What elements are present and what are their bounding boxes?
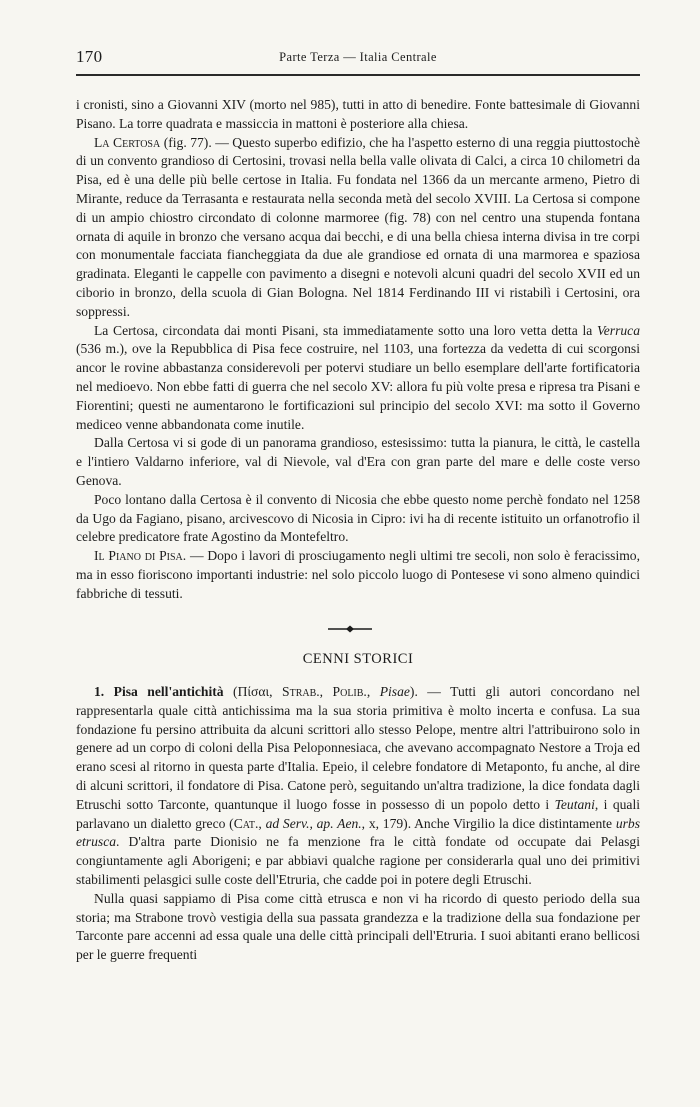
punctuation: ) bbox=[409, 684, 415, 699]
punctuation: , bbox=[269, 684, 283, 699]
ornament-divider-icon bbox=[300, 622, 400, 636]
paragraph-certosa bbox=[76, 134, 640, 322]
greek-name: Πίσαι bbox=[237, 684, 270, 699]
paragraph-continued: i cronisti, sino a Giovanni XIV (morto nel 985), tutti in atto di benedire. Fonte battesimale di Giovanni Pisano. La torre quadrata e massiccia in mattoni è posteriore alla chiesa. bbox=[76, 97, 640, 131]
paragraph-piano bbox=[76, 547, 640, 603]
paragraph-text: La Certosa, circondata dai monti Pisani, sta immediatamente sotto una loro vetta detta la bbox=[94, 322, 597, 338]
subsection-heading: 1. Pisa nell'antichità bbox=[94, 684, 224, 699]
paragraph-panorama: Dalla Certosa vi si gode di un panorama grandioso, estesissimo: tutta la pianura, le città, le castella e l'intiero Valdarno inferiore, val di Nievole, val d'Era con gran parte del mare e delle coste verso Genova. bbox=[76, 435, 640, 488]
italic-term: Teutani bbox=[554, 796, 595, 812]
page-number: 170 bbox=[76, 47, 103, 66]
running-head: Parte Terza — Italia Centrale bbox=[279, 50, 437, 64]
paragraph-text: . — Dopo i lavori di prosciugamento negli ultimi tre secoli, non solo è feracissimo, ma in esso fioriscono importanti industrie: nel solo piccolo luogo di Pontesese vi sono almeno quindici fabbriche di tessuti. bbox=[76, 548, 640, 601]
paragraph-nicosia: Poco lontano dalla Certosa è il convento di Nicosia che ebbe questo nome perchè fondato nel 1258 da Ugo da Fagiano, pisano, arcivescovo di Nicosia in Cipro: ivi ha di recente istituito un orfanotrofio il celebre predicatore frate Agostino da Montefeltro. bbox=[76, 491, 640, 545]
italic-term: Verruca bbox=[596, 322, 640, 338]
paragraph-text: . D'altra parte Dionisio ne fa menzione fra le città fondate od occupate dai Pelasgi congiuntamente agli Aborigeni; e par abbiavi qualche ragione per considerarla qual uno dei primitivi stabilimenti pelasgici sulle coste dell'Etruria, che cadde poi in potere degli Etruschi. bbox=[76, 834, 640, 887]
body-text-upper bbox=[76, 96, 640, 604]
punctuation: , bbox=[258, 815, 266, 831]
paragraph-text: , i quali parlavano un dialetto greco ( bbox=[76, 796, 641, 831]
paragraph-text: . — Tutti gli autori concordano nel rappresentarla quale città antichissima ma la sua storia primitiva è molto incerta e confusa. La sua fondazione fu persino attribuita da alcuni scrittori allo stesso Pelope, mentre altri l'attribuirono solo in genere ad un corpo di coloni della Pisa Peloponnesiaca, che avevano accompagnato Nestore a Troja ed erano scesi al ritorno in questa parte d'Italia. Epeio, il celebre fondatore di Metaponto, fu anche, al dire di alcuni scrittori, il fondatore di Pisa. Catone però, seguitando un'altra tradizione, la dice fondata dagli Etruschi sotto Tarconte, quantunque il luogo fosse in possesso di un popolo detto i bbox=[76, 684, 640, 812]
paragraph-text: (fig. 77). — Questo superbo edifizio, che ha l'aspetto esterno di una reggia piuttostochè di un convento grandioso di Certosini, trovasi nella bella valle olivata di Calci, a circa 10 chilometri da Pisa, ed è una delle più belle certose in Italia. Fu fondata nel 1366 da un mercante armeno, Pietro di Mirante, reduce da Terrasanta e restaurata nella seconda metà del secolo XVIII. La Certosa si compone di un ampio chiostro circondato di colonne marmoree (fig. 78) con nel centro una stupenda fontana ornata di aquile in bronzo che versano acqua dai becchi, e di una bella chiesa interna divisa in tre corpi con monumentale facciata fiancheggiata da due ale grandiose ed ornata di una marmorea e spaziosa gradinata. Eleganti le cappelle con pavimento a disegni e notevoli alcuni quadri del secolo XVII ed un ciborio in bronzo, della scuola di Gian Bologna. Nel 1814 Ferdinando III vi ristabilì i Certosini, ora soppressi. bbox=[76, 134, 640, 319]
source-abbrev: Strab., Polib. bbox=[282, 684, 367, 699]
piano-heading: Il Piano di Pisa bbox=[94, 548, 183, 564]
paragraph-verruca bbox=[76, 322, 640, 435]
italic-term: urbs etrusca bbox=[76, 815, 641, 850]
header-rule bbox=[76, 74, 640, 76]
punctuation: ( bbox=[223, 684, 238, 699]
paragraph-text: (536 m.), ove la Repubblica di Pisa fece costruire, nel 1103, una fortezza da vedetta di cui scorgonsi ancor le rovine abbastanza considerevoli per potervi studiare un bello esemplare dell'arte fortificatoria nel medioevo. Non ebbe fatti di guerra che nel secolo XV: allora fu più volte presa e ripresa tra Pisani e Fiorentini; questi ne aumentarono le fortificazioni sul principio del secolo XVI: ma sotto il Governo mediceo venne abbandonata come inutile. bbox=[76, 341, 640, 432]
paragraph-text: , x, 179). Anche Virgilio la dice distintamente bbox=[361, 815, 616, 831]
certosa-heading: La Certosa bbox=[94, 134, 161, 150]
paragraph-etrusca: Nulla quasi sappiamo di Pisa come città etrusca e non vi ha ricordo di questo periodo della sua storia; ma Strabone trovò vestigia della sua passata grandezza e la tradizione della sua fondazione per Tarconte pare accenni ad essa quale una delle città principali dell'Etruria. I suoi abitanti erano bellicosi per le guerre frequenti bbox=[76, 890, 640, 963]
source-abbrev: Cat. bbox=[233, 815, 259, 831]
page-header bbox=[76, 47, 640, 71]
paragraph-antichita bbox=[76, 683, 640, 890]
punctuation: , bbox=[366, 684, 380, 699]
latin-name: Pisae bbox=[379, 684, 410, 699]
citation: ad Serv., ap. Aen. bbox=[265, 815, 362, 831]
body-text-lower bbox=[76, 683, 640, 965]
section-title: CENNI STORICI bbox=[302, 651, 414, 667]
